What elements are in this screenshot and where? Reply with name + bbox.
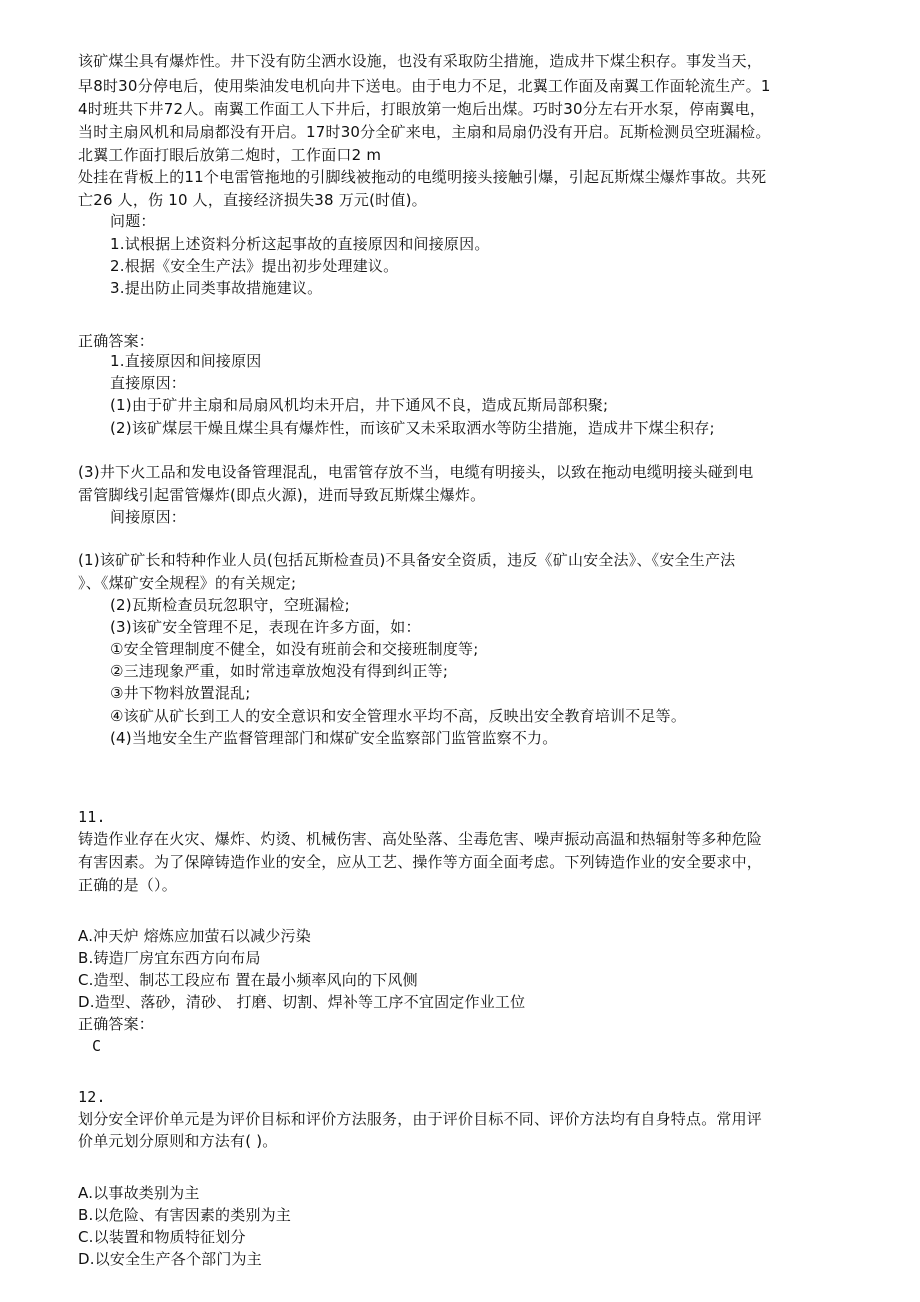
case-paragraph-line: 处挂在背板上的11个电雷管拖地的引脚线被拖动的电缆明接头接触引爆，引起瓦斯煤尘爆炸事故。共死 bbox=[78, 168, 767, 186]
answer-line: 1.直接原因和间接原因 bbox=[110, 352, 262, 370]
case-paragraph-line: 当时主扇风机和局扇都没有开启。17时30分全矿来电，主扇和局扇仍没有开启。瓦斯检测员空班漏检。 bbox=[78, 123, 771, 141]
answer-value: C bbox=[92, 1037, 102, 1055]
answer-line: (2)该矿煤层干燥且煤尘具有爆炸性，而该矿又未采取洒水等防尘措施，造成井下煤尘积存; bbox=[110, 419, 715, 437]
answer-line: ③井下物料放置混乱; bbox=[110, 684, 251, 702]
answer-label: 正确答案： bbox=[78, 332, 155, 350]
answer-line: (2)瓦斯检查员玩忽职守，空班漏检; bbox=[110, 596, 350, 614]
question-stem-line: 铸造作业存在火灾、爆炸、灼烫、机械伤害、高处坠落、尘毒危害、噪声振动高温和热辐射等多种危险 bbox=[78, 830, 763, 848]
answer-line: (1)由于矿井主扇和局扇风机均未开启，井下通风不良，造成瓦斯局部积聚; bbox=[110, 396, 609, 414]
option-d: D.以安全生产各个部门为主 bbox=[78, 1250, 262, 1268]
question-stem-line: 正确的是（）。 bbox=[78, 876, 177, 894]
question-number: 11. bbox=[78, 808, 106, 826]
option-a: A.冲天炉 熔炼应加萤石以减少污染 bbox=[78, 927, 311, 945]
answer-label: 正确答案： bbox=[78, 1015, 155, 1033]
answer-line: (3)该矿安全管理不足，表现在许多方面，如： bbox=[110, 618, 421, 636]
case-paragraph-line: 该矿煤尘具有爆炸性。井下没有防尘洒水设施，也没有采取防尘措施，造成井下煤尘积存。事发当天， bbox=[78, 52, 763, 70]
question-stem-line: 有害因素。为了保障铸造作业的安全，应从工艺、操作等方面全面考虑。下列铸造作业的安全要求中， bbox=[78, 853, 763, 871]
option-b: B.铸造厂房宜东西方向布局 bbox=[78, 949, 261, 967]
case-paragraph-line: 北翼工作面打眼后放第二炮时，工作面口2 m bbox=[78, 146, 382, 164]
question-item: 1.试根据上述资料分析这起事故的直接原因和间接原因。 bbox=[110, 235, 490, 253]
answer-line: (3)井下火工品和发电设备管理混乱，电雷管存放不当，电缆有明接头，以致在拖动电缆明接头碰到电 bbox=[78, 463, 754, 481]
case-paragraph-line: 早8时30分停电后，使用柴油发电机向井下送电。由于电力不足，北翼工作面及南翼工作面轮流生产。1 bbox=[78, 77, 771, 95]
option-c: C.以装置和物质特征划分 bbox=[78, 1228, 246, 1246]
option-a: A.以事故类别为主 bbox=[78, 1184, 200, 1202]
answer-line: 间接原因： bbox=[110, 508, 187, 526]
question-item: 3.提出防止同类事故措施建议。 bbox=[110, 279, 323, 297]
answer-line: 直接原因： bbox=[110, 374, 187, 392]
question-number: 12. bbox=[78, 1088, 106, 1106]
answer-line: ①安全管理制度不健全，如没有班前会和交接班制度等; bbox=[110, 640, 479, 658]
option-c: C.造型、制芯工段应布 置在最小频率风向的下风侧 bbox=[78, 971, 418, 989]
question-stem-line: 价单元划分原则和方法有( )。 bbox=[78, 1132, 278, 1150]
questions-label: 问题： bbox=[110, 212, 156, 230]
answer-line: (4)当地安全生产监督管理部门和煤矿安全监察部门监管监察不力。 bbox=[110, 729, 558, 747]
question-item: 2.根据《安全生产法》提出初步处理建议。 bbox=[110, 257, 399, 275]
case-paragraph-line: 亡26 人，伤 10 人，直接经济损失38 万元(时值)。 bbox=[78, 191, 427, 209]
question-stem-line: 划分安全评价单元是为评价目标和评价方法服务，由于评价目标不同、评价方法均有自身特点。常用评 bbox=[78, 1110, 763, 1128]
answer-line: 》、《煤矿安全规程》的有关规定; bbox=[78, 574, 297, 592]
answer-line: ④该矿从矿长到工人的安全意识和安全管理水平均不高，反映出安全教育培训不足等。 bbox=[110, 707, 687, 725]
option-d: D.造型、落砂，清砂、 打磨、切割、焊补等工序不宜固定作业工位 bbox=[78, 993, 526, 1011]
option-b: B.以危险、有害因素的类别为主 bbox=[78, 1206, 292, 1224]
answer-line: (1)该矿矿长和特种作业人员(包括瓦斯检查员)不具备安全资质，违反《矿山安全法》、《安全生产法 bbox=[78, 551, 736, 569]
answer-line: 雷管脚线引起雷管爆炸(即点火源)，进而导致瓦斯煤尘爆炸。 bbox=[78, 486, 486, 504]
case-paragraph-line: 4时班共下井72人。南翼工作面工人下井后，打眼放第一炮后出煤。巧时30分左右开水泵，停南翼电， bbox=[78, 100, 766, 118]
answer-line: ②三违现象严重，如时常违章放炮没有得到纠正等; bbox=[110, 662, 449, 680]
